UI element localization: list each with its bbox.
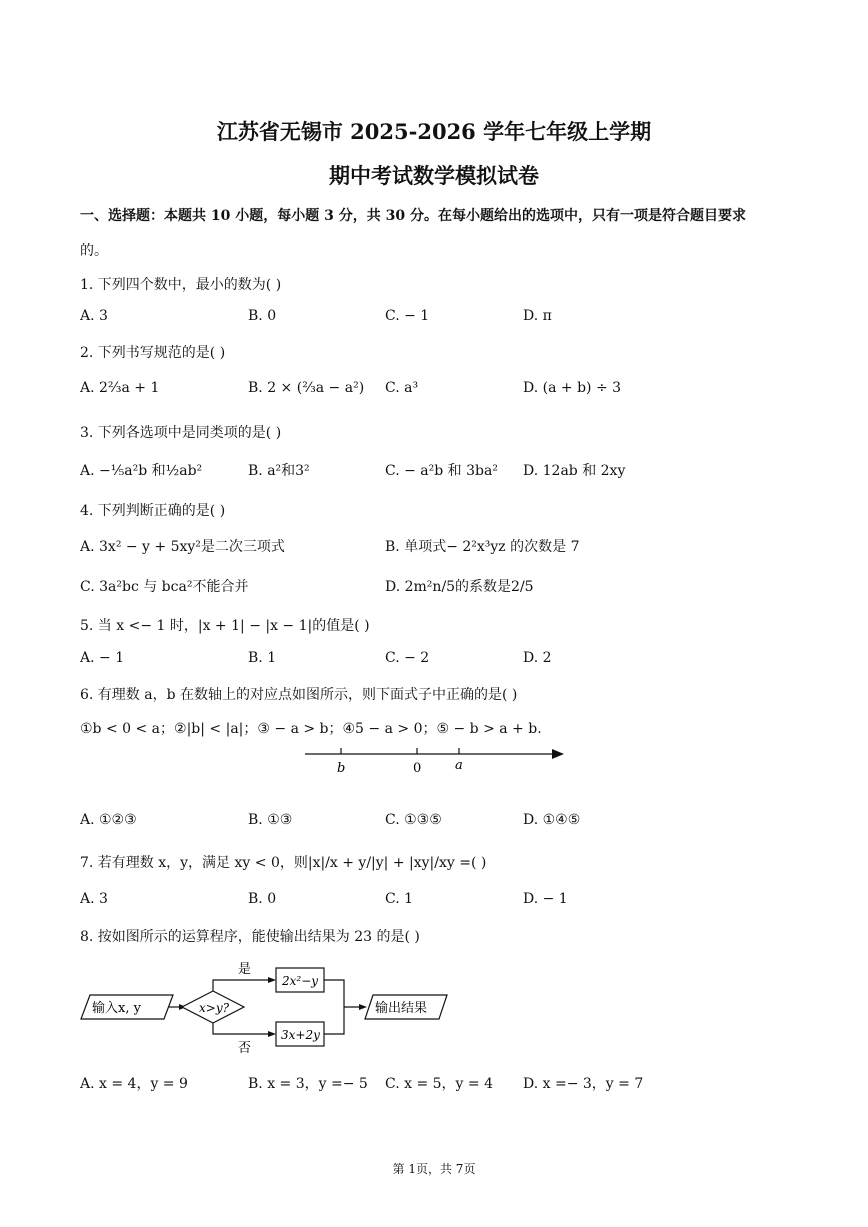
question-3-option-b: B. a²和3² xyxy=(248,463,310,479)
question-2-option-c: C. a³ xyxy=(385,380,419,396)
question-6-option-d: D. ①④⑤ xyxy=(523,812,581,828)
question-4-option-a: A. 3x² − y + 5xy²是二次三项式 xyxy=(80,539,285,555)
question-8-option-c: C. x = 5，y = 4 xyxy=(385,1076,493,1092)
question-6-stem: 6. 有理数 a，b 在数轴上的对应点如图所示，则下面式子中正确的是( ) xyxy=(80,687,518,703)
arrow-icon xyxy=(552,749,564,759)
number-line-label-0: 0 xyxy=(413,761,422,776)
number-line-label-a: a xyxy=(455,758,463,773)
question-8-option-a: A. x = 4，y = 9 xyxy=(80,1076,188,1092)
question-3-option-c: C. − a²b 和 3ba² xyxy=(385,463,498,479)
question-2-option-d: D. (a + b) ÷ 3 xyxy=(523,380,622,396)
flowchart-no-box-label: 3x+2y xyxy=(281,1028,320,1042)
question-6-option-a: A. ①②③ xyxy=(80,812,137,828)
question-3-option-a: A. −⅕a²b 和½ab² xyxy=(80,463,203,479)
number-line-label-b: b xyxy=(337,761,346,776)
flowchart-yes-label: 是 xyxy=(238,962,252,977)
question-4-option-b: B. 单项式− 2²x³yz 的次数是 7 xyxy=(385,539,580,555)
question-7-stem: 7. 若有理数 x，y，满足 xy < 0，则|x|/x + y/|y| + |xy|/xy =( ) xyxy=(80,855,487,871)
question-5-option-b: B. 1 xyxy=(248,650,277,666)
page-footer: 第 1页，共 7页 xyxy=(392,1162,476,1176)
question-4-option-d: D. 2m²n/5的系数是2/5 xyxy=(385,579,534,595)
question-4-option-c: C. 3a²bc 与 bca²不能合并 xyxy=(80,579,249,595)
flowchart-yes-box-label: 2x²−y xyxy=(282,974,319,988)
question-5-option-a: A. − 1 xyxy=(80,650,125,666)
question-5-stem: 5. 当 x <− 1 时，|x + 1| − |x − 1|的值是( ) xyxy=(80,618,370,634)
flowchart-figure xyxy=(78,955,458,1060)
flowchart-condition-label: x>y? xyxy=(199,1001,230,1015)
question-7-option-d: D. − 1 xyxy=(523,891,568,907)
page-title-line2: 期中考试数学模拟试卷 xyxy=(329,163,539,188)
question-8-stem: 8. 按如图所示的运算程序，能使输出结果为 23 的是( ) xyxy=(80,929,420,945)
question-1-stem: 1. 下列四个数中，最小的数为( ) xyxy=(80,277,282,293)
flowchart-input-label: 输入x, y xyxy=(92,1001,141,1016)
question-5-option-c: C. − 2 xyxy=(385,650,430,666)
question-4-stem: 4. 下列判断正确的是( ) xyxy=(80,503,226,519)
question-7-option-c: C. 1 xyxy=(385,891,414,907)
question-1-option-a: A. 3 xyxy=(80,308,108,324)
flowchart-output-label: 输出结果 xyxy=(375,1001,428,1016)
question-8-option-d: D. x =− 3，y = 7 xyxy=(523,1076,644,1092)
question-8-option-b: B. x = 3，y =− 5 xyxy=(248,1076,368,1092)
flowchart-no-label: 否 xyxy=(238,1041,252,1056)
question-3-option-d: D. 12ab 和 2xy xyxy=(523,463,626,479)
question-2-option-a: A. 2⅔a + 1 xyxy=(80,380,160,396)
question-2-stem: 2. 下列书写规范的是( ) xyxy=(80,345,226,361)
question-7-option-a: A. 3 xyxy=(80,891,108,907)
number-line-figure xyxy=(300,742,570,776)
question-1-option-c: C. − 1 xyxy=(385,308,430,324)
question-3-stem: 3. 下列各选项中是同类项的是( ) xyxy=(80,425,282,441)
section-heading: 一、选择题：本题共 10 小题，每小题 3 分，共 30 分。在每小题给出的选项中，只有一项是符合题目要求 xyxy=(80,208,746,224)
question-2-option-b: B. 2 × (⅔a − a²) xyxy=(248,380,365,396)
page-title-line1: 江苏省无锡市 2025-2026 学年七年级上学期 xyxy=(216,119,652,144)
question-6-statements: ①b < 0 < a；②|b| < |a|；③ − a > b；④5 − a > 0；⑤ − b > a + b. xyxy=(80,721,542,737)
section-heading-cont: 的。 xyxy=(80,243,108,259)
question-1-option-d: D. π xyxy=(523,308,552,324)
question-6-option-c: C. ①③⑤ xyxy=(385,812,442,828)
question-6-option-b: B. ①③ xyxy=(248,812,293,828)
question-1-option-b: B. 0 xyxy=(248,308,277,324)
question-7-option-b: B. 0 xyxy=(248,891,277,907)
question-5-option-d: D. 2 xyxy=(523,650,552,666)
